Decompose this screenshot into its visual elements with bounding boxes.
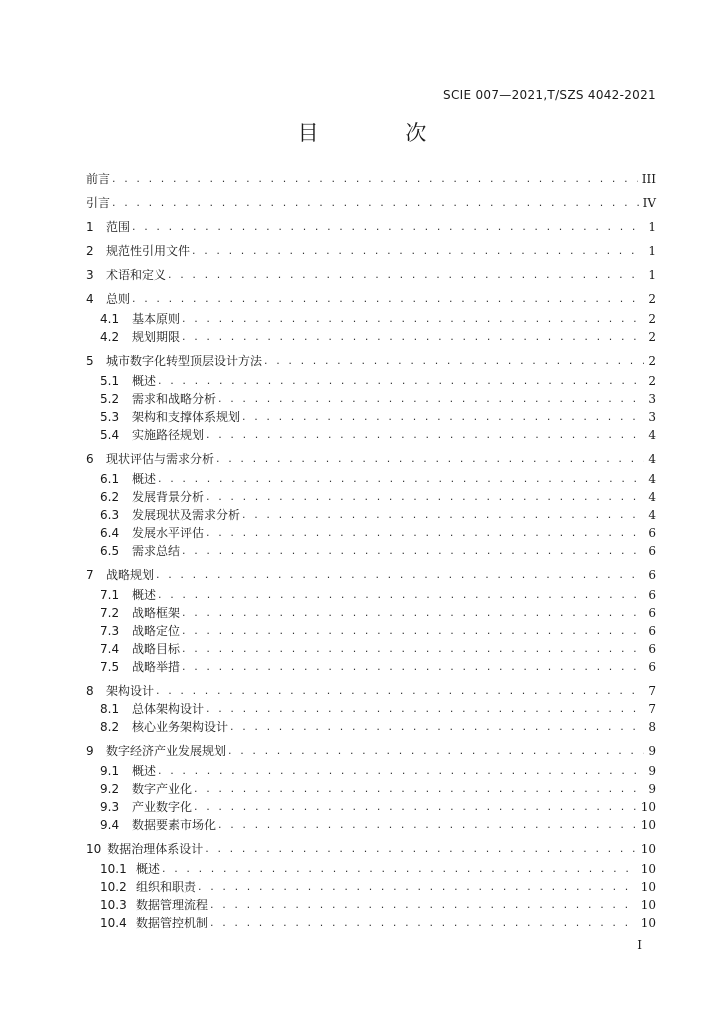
toc-entry-title: 数字产业化 — [132, 782, 193, 796]
toc-entry-number: 5.2 — [100, 392, 120, 406]
toc-dot-leader — [182, 658, 644, 676]
toc-entry[interactable] — [100, 914, 656, 932]
toc-entry-title: 产业数字化 — [132, 800, 193, 814]
toc-entry-title: 范围 — [106, 220, 131, 234]
toc-entry-number: 8 — [86, 684, 94, 698]
toc-entry-title: 实施路径规划 — [132, 428, 205, 442]
toc-entry-title: 概述 — [136, 862, 161, 876]
page-title: 目 次 — [297, 121, 467, 145]
toc-entry-title: 战略举措 — [132, 660, 181, 674]
toc-entry[interactable] — [100, 780, 656, 798]
toc-entry-title: 数据管控机制 — [136, 916, 209, 930]
toc-dot-leader — [182, 622, 644, 640]
toc-dot-leader — [205, 840, 636, 858]
toc-entry-page: 6 — [648, 526, 656, 540]
toc-dot-leader — [206, 700, 644, 718]
toc-entry-title: 概述 — [132, 472, 157, 486]
toc-dot-leader — [192, 242, 644, 260]
toc-dot-leader — [112, 170, 638, 188]
toc-entry-title: 发展水平评估 — [132, 526, 205, 540]
toc-entry-page: 1 — [648, 268, 656, 282]
toc-entry-page: III — [641, 172, 656, 186]
toc-entry-number: 1 — [86, 220, 94, 234]
toc-entry-title: 需求和战略分析 — [132, 392, 217, 406]
toc-entry[interactable] — [100, 718, 656, 736]
toc-dot-leader — [206, 524, 644, 542]
toc-entry[interactable] — [100, 658, 656, 676]
toc-entry-number: 7.1 — [100, 588, 120, 602]
toc-entry-page: 9 — [648, 744, 656, 758]
toc-entry-number: 9.1 — [100, 764, 120, 778]
toc-entry[interactable] — [100, 488, 656, 506]
toc-entry-page: 1 — [648, 220, 656, 234]
toc-entry-title: 架构设计 — [106, 684, 155, 698]
toc-entry-title: 术语和定义 — [106, 268, 167, 282]
toc-entry[interactable] — [100, 408, 656, 426]
toc-entry-number: 9.3 — [100, 800, 120, 814]
toc-entry-number: 8.1 — [100, 702, 120, 716]
toc-dot-leader — [182, 640, 644, 658]
toc-entry[interactable] — [100, 470, 656, 488]
toc-entry-page: 6 — [648, 568, 656, 582]
toc-dot-leader — [168, 266, 644, 284]
toc-entry[interactable] — [100, 542, 656, 560]
toc-entry[interactable] — [100, 524, 656, 542]
toc-dot-leader — [228, 742, 644, 760]
toc-entry-page: 10 — [640, 862, 656, 876]
toc-dot-leader — [242, 506, 644, 524]
toc-dot-leader — [158, 372, 644, 390]
page-number: I — [637, 938, 642, 952]
toc-entry-page: 6 — [648, 624, 656, 638]
toc-entry[interactable] — [100, 896, 656, 914]
toc-entry[interactable] — [100, 622, 656, 640]
toc-entry-page: 7 — [648, 684, 656, 698]
toc-entry-page: 2 — [648, 330, 656, 344]
toc-dot-leader — [158, 586, 644, 604]
toc-entry-page: 2 — [648, 292, 656, 306]
toc-entry-number: 6.1 — [100, 472, 120, 486]
toc-entry-title: 总则 — [106, 292, 131, 306]
toc-entry-number: 7.5 — [100, 660, 120, 674]
toc-entry[interactable] — [86, 840, 656, 858]
toc-entry-page: 4 — [648, 452, 656, 466]
toc-entry-number: 7 — [86, 568, 94, 582]
toc-dot-leader — [218, 390, 644, 408]
toc-entry-number: 6.4 — [100, 526, 120, 540]
toc-entry[interactable] — [86, 242, 656, 260]
toc-entry-number: 10 — [86, 842, 102, 856]
toc-dot-leader — [242, 408, 644, 426]
toc-entry-page: 9 — [648, 764, 656, 778]
toc-entry-number: 10.2 — [100, 880, 127, 894]
toc-entry-page: 6 — [648, 588, 656, 602]
toc-entry-page: 4 — [648, 508, 656, 522]
toc-entry[interactable] — [86, 266, 656, 284]
toc-dot-leader — [162, 860, 637, 878]
toc-entry-number: 9 — [86, 744, 94, 758]
toc-entry-number: 5.1 — [100, 374, 120, 388]
toc-entry-title: 规划期限 — [132, 330, 181, 344]
toc-dot-leader — [194, 798, 637, 816]
toc-dot-leader — [132, 290, 644, 308]
toc-entry-page: 2 — [648, 354, 656, 368]
toc-entry-number: 8.2 — [100, 720, 120, 734]
toc-entry-title: 战略目标 — [132, 642, 181, 656]
toc-entry-number: 4.1 — [100, 312, 120, 326]
toc-entry-page: 1 — [648, 244, 656, 258]
toc-entry-number: 5.4 — [100, 428, 120, 442]
toc-dot-leader — [182, 542, 644, 560]
toc-entry-page: 3 — [648, 392, 656, 406]
toc-entry-title: 概述 — [132, 374, 157, 388]
toc-entry-number: 7.4 — [100, 642, 120, 656]
toc-dot-leader — [210, 914, 637, 932]
toc-entry[interactable] — [100, 860, 656, 878]
toc-entry-number: 6.3 — [100, 508, 120, 522]
toc-entry-number: 6 — [86, 452, 94, 466]
toc-entry-number: 7.2 — [100, 606, 120, 620]
toc-entry-page: 10 — [640, 842, 656, 856]
toc-entry-number: 3 — [86, 268, 94, 282]
toc-entry-page: 2 — [648, 312, 656, 326]
toc-entry[interactable] — [86, 682, 656, 700]
toc-dot-leader — [132, 218, 644, 236]
toc-entry-title: 组织和职责 — [136, 880, 197, 894]
toc-entry-number: 5 — [86, 354, 94, 368]
toc-entry-page: 8 — [648, 720, 656, 734]
toc-entry-number: 10.1 — [100, 862, 127, 876]
toc-entry-title: 数据管理流程 — [136, 898, 209, 912]
toc-entry[interactable] — [86, 218, 656, 236]
toc-dot-leader — [156, 682, 644, 700]
toc-entry-number: 10.4 — [100, 916, 127, 930]
toc-dot-leader — [210, 896, 637, 914]
toc-entry-number: 9.2 — [100, 782, 120, 796]
standard-code: SCIE 007—2021,T/SZS 4042-2021 — [443, 88, 656, 102]
toc-entry[interactable] — [100, 506, 656, 524]
toc-entry-title: 规范性引用文件 — [106, 244, 191, 258]
toc-entry-page: 9 — [648, 782, 656, 796]
toc-entry[interactable] — [100, 878, 656, 896]
toc-entry-number: 7.3 — [100, 624, 120, 638]
toc-entry-title: 概述 — [132, 588, 157, 602]
toc-entry[interactable] — [100, 426, 656, 444]
toc-dot-leader — [182, 604, 644, 622]
toc-dot-leader — [194, 780, 644, 798]
toc-dot-leader — [206, 488, 644, 506]
toc-entry-page: 10 — [640, 916, 656, 930]
toc-dot-leader — [182, 328, 644, 346]
toc-entry[interactable] — [100, 762, 656, 780]
toc-entry-title: 引言 — [86, 196, 111, 210]
toc-dot-leader — [198, 878, 637, 896]
toc-entry-title: 核心业务架构设计 — [132, 720, 229, 734]
toc-entry[interactable] — [86, 566, 656, 584]
toc-entry-number: 4 — [86, 292, 94, 306]
toc-entry-number: 5.3 — [100, 410, 120, 424]
toc-entry[interactable] — [100, 700, 656, 718]
toc-entry[interactable] — [86, 290, 656, 308]
toc-dot-leader — [112, 194, 639, 212]
toc-entry-page: 6 — [648, 606, 656, 620]
toc-entry-page: 2 — [648, 374, 656, 388]
toc-entry-page: 6 — [648, 660, 656, 674]
toc-entry-title: 架构和支撑体系规划 — [132, 410, 241, 424]
toc-entry[interactable] — [86, 742, 656, 760]
toc-entry[interactable] — [100, 798, 656, 816]
toc-entry-title: 总体架构设计 — [132, 702, 205, 716]
toc-entry-page: 4 — [648, 428, 656, 442]
toc-entry-title: 发展现状及需求分析 — [132, 508, 241, 522]
toc-entry[interactable] — [100, 390, 656, 408]
toc-entry[interactable] — [100, 604, 656, 622]
toc-entry[interactable] — [100, 816, 656, 834]
toc-entry-title: 概述 — [132, 764, 157, 778]
toc-entry-number: 2 — [86, 244, 94, 258]
toc-entry[interactable] — [100, 586, 656, 604]
toc-entry-page: 4 — [648, 490, 656, 504]
toc-dot-leader — [156, 566, 644, 584]
toc-entry-page: 7 — [648, 702, 656, 716]
toc-entry-title: 战略定位 — [132, 624, 181, 638]
toc-entry-page: IV — [642, 196, 656, 210]
toc-dot-leader — [218, 816, 637, 834]
toc-entry[interactable] — [86, 352, 656, 370]
toc-entry-title: 需求总结 — [132, 544, 181, 558]
toc-entry-title: 战略规划 — [106, 568, 155, 582]
toc-entry-title: 前言 — [86, 172, 111, 186]
toc-entry[interactable] — [86, 450, 656, 468]
toc-dot-leader — [158, 762, 644, 780]
toc-dot-leader — [216, 450, 644, 468]
toc-entry-page: 10 — [640, 898, 656, 912]
toc-entry-number: 6.2 — [100, 490, 120, 504]
toc-entry-page: 10 — [640, 880, 656, 894]
toc-entry[interactable] — [100, 640, 656, 658]
toc-entry-title: 城市数字化转型顶层设计方法 — [106, 354, 263, 368]
toc-entry[interactable] — [100, 372, 656, 390]
toc-entry-number: 4.2 — [100, 330, 120, 344]
toc-entry[interactable] — [86, 194, 656, 212]
toc-entry-number: 6.5 — [100, 544, 120, 558]
toc-entry-title: 发展背景分析 — [132, 490, 205, 504]
toc-entry-number: 10.3 — [100, 898, 127, 912]
toc-dot-leader — [206, 426, 644, 444]
toc-entry-page: 6 — [648, 642, 656, 656]
toc-entry[interactable] — [100, 310, 656, 328]
toc-entry-page: 4 — [648, 472, 656, 486]
toc-dot-leader — [264, 352, 644, 370]
toc-entry-page: 10 — [640, 818, 656, 832]
toc-dot-leader — [182, 310, 644, 328]
toc-entry-page: 3 — [648, 410, 656, 424]
toc-entry-title: 数据要素市场化 — [132, 818, 217, 832]
toc-entry-title: 数字经济产业发展规划 — [106, 744, 227, 758]
toc-entry-page: 6 — [648, 544, 656, 558]
toc-dot-leader — [158, 470, 644, 488]
toc-entry[interactable] — [86, 170, 656, 188]
toc-entry-title: 现状评估与需求分析 — [106, 452, 215, 466]
toc-entry-page: 10 — [640, 800, 656, 814]
toc-entry[interactable] — [100, 328, 656, 346]
toc-entry-title: 基本原则 — [132, 312, 181, 326]
toc-entry-number: 9.4 — [100, 818, 120, 832]
toc-dot-leader — [230, 718, 644, 736]
toc-entry-title: 数据治理体系设计 — [107, 842, 204, 856]
toc-entry-title: 战略框架 — [132, 606, 181, 620]
